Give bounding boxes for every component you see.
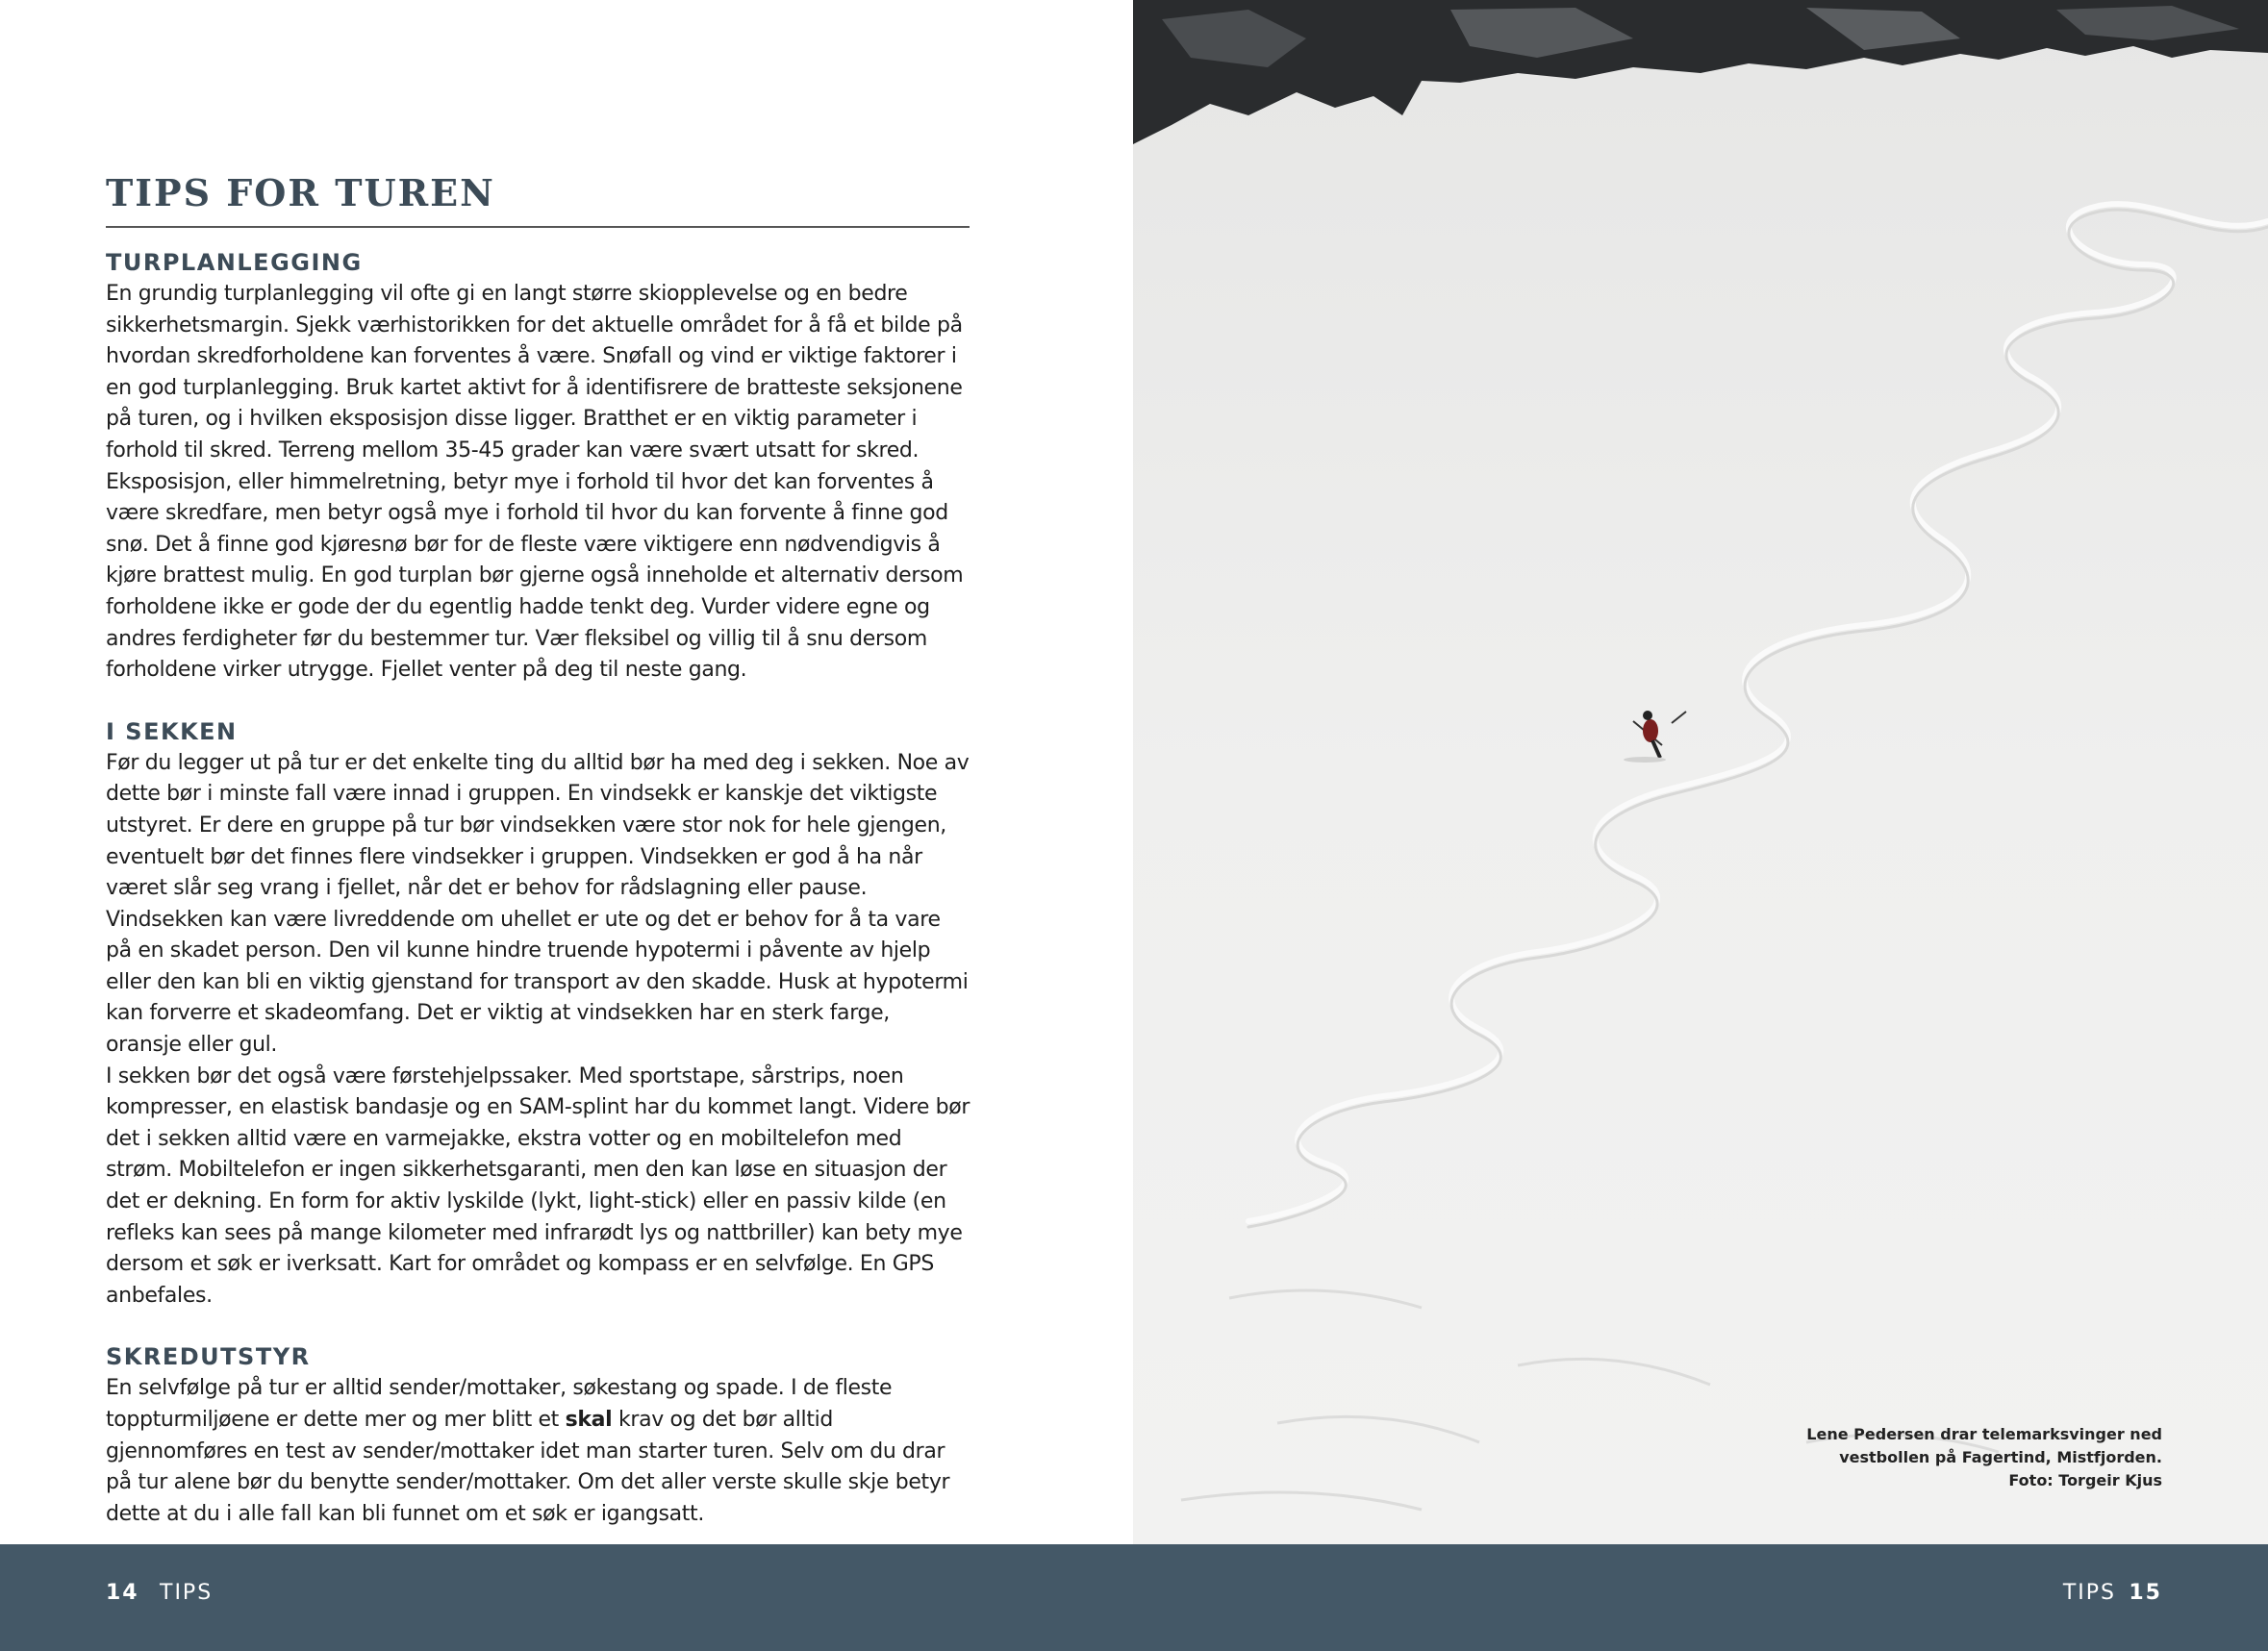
right-page-photo: [1133, 0, 2268, 1544]
running-footer-left: TIPS: [160, 1581, 214, 1605]
section-heading: TURPLANLEGGING: [106, 249, 363, 276]
skier-body: [1643, 719, 1658, 742]
page-number-left: 14: [106, 1581, 139, 1605]
page-number-right: 15: [2129, 1581, 2162, 1605]
body-paragraph: En grundig turplanlegging vil ofte gi en langt større skiopplevelse og en bedre sikkerhetsmargin. Sjekk værhistorikken for det aktuelle området for å få et bilde på hvordan skredforholdene kan forventes å være. Snøfall og vind er viktige faktorer i en god turplanlegging. Bruk kartet aktivt for å identifisrere de bratteste seksjonene på turen, og i hvilken eksposisjon disse ligger. Bratthet er en viktig parameter i forhold til skred. Terreng mellom 35-45 grader kan være svært utsatt for skred. Eksposisjon, eller himmelretning, betyr mye i forhold til hvor det kan forventes å være skredfare, men betyr også mye i forhold til hvor du kan forvente å finne god snø. Det å finne god kjøresnø bør for de fleste være viktigere enn nødvendigvis å kjøre brattest mulig. En god turplan bør gjerne også inneholde et alternativ dersom forholdene ikke er gode der du egentlig hadde tenkt deg. Vurder videre egne og andres ferdigheter før du bestemmer tur. Vær fleksibel og villig til å snu dersom forholdene virker utrygge. Fjellet venter på deg til neste gang.: [106, 282, 964, 683]
page-title: TIPS FOR TUREN: [106, 171, 970, 228]
body-text-part: En selvfølge på tur er alltid sender/mottaker, søkestang og spade. I de fleste toppturmiljøene er dette mer og mer blitt et: [106, 1376, 893, 1432]
running-footer-right: TIPS: [2062, 1581, 2116, 1605]
skier-shadow: [1624, 757, 1666, 763]
body-paragraph: [106, 1373, 971, 1530]
skier-head: [1643, 711, 1652, 720]
footer-bar: [0, 1544, 2268, 1651]
text-column: [106, 246, 971, 1559]
left-page: [0, 0, 1133, 1544]
emphasis-text: skal: [565, 1408, 613, 1432]
body-paragraph: I sekken bør det også være førstehjelpssaker. Med sportstape, sårstrips, noen kompresser, en elastisk bandasje og en SAM-splint har du kommet langt. Videre bør det i sekken alltid være en varmejakke, ekstra votter og en mobiltelefon med strøm. Mobiltelefon er ingen sikkerhetsgaranti, men den kan løse en situasjon der det er dekning. En form for aktiv lyskilde (lykt, light-stick) eller en passiv kilde (en refleks kan sees på mange kilometer med infrarødt lys og nattbriller) kan bety mye dersom et søk er iverksatt. Kart for området og kompass er en selvfølge. En GPS anbefales.: [106, 1063, 970, 1308]
section-heading: I SEKKEN: [106, 717, 238, 745]
section-skredutstyr: [106, 1340, 971, 1530]
body-paragraph: Før du legger ut på tur er det enkelte ting du alltid bør ha med deg i sekken. Noe av dette bør i minste fall være innad i gruppen. En vindsekk er kanskje det viktigste utstyret. Er dere en gruppe på tur bør vindsekken være stor nok for hele gjengen, eventuelt bør det finnes flere vindsekker i gruppen. Vindsekken er god å ha når været slår seg vrang i fjellet, når det er behov for rådslagning eller pause. Vindsekken kan være livreddende om uhellet er ute og det er behov for å ta vare på en skadet person. Den vil kunne hindre truende hypotermi i påvente av hjelp eller den kan bli en viktig gjenstand for transport av den skadde. Husk at hypotermi kan forverre et skadeomfang. Det er viktig at vindsekken har en sterk farge, oransje eller gul.: [106, 750, 970, 1058]
photo-caption: [1777, 1423, 2162, 1492]
caption-line: Lene Pedersen drar telemarksvinger ned: [1806, 1425, 2162, 1443]
body-text-part: krav og det bør alltid gjennomføres en test av sender/mottaker idet man starter turen. Selv om du drar på tur alene bør du benytte sender/mottaker. Om det aller verste skulle skje betyr dette at du i alle fall kan bli funnet om et søk er igangsatt.: [106, 1408, 950, 1526]
section-heading: SKREDUTSTYR: [106, 1343, 311, 1371]
caption-line: Foto: Torgeir Kjus: [2008, 1471, 2162, 1489]
caption-line: vestbollen på Fagertind, Mistfjorden.: [1839, 1448, 2162, 1466]
section-turplanlegging: [106, 246, 971, 687]
ski-slope-photo: [1133, 0, 2268, 1544]
snow-slope: [1133, 0, 2268, 1544]
section-i-sekken: [106, 715, 971, 1313]
